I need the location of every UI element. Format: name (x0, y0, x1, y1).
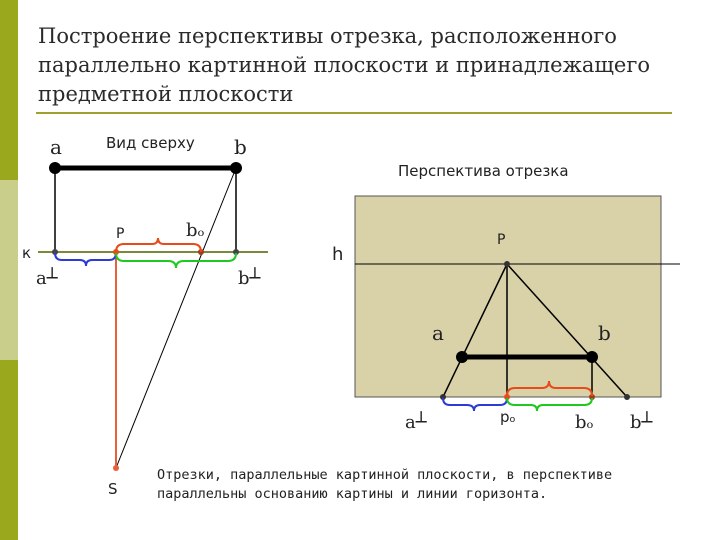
label-p-top: P (116, 226, 125, 242)
top-view (22, 134, 268, 498)
point-b-perp-persp (624, 394, 630, 400)
point-p-persp (504, 261, 510, 267)
point-s (113, 465, 119, 471)
label-a-top: a (50, 135, 62, 159)
footnote: Отрезки, параллельные картинной плоскости, в перспективе параллельны основанию картины и линии горизонта. (157, 467, 613, 502)
label-b-perp-top: b┴ (238, 268, 261, 289)
label-b-persp: b (598, 321, 611, 345)
visual-ray-sb (116, 168, 236, 468)
brace-green-persp (507, 398, 592, 411)
label-a-perp-persp: a┴ (405, 412, 427, 433)
perspective-view (332, 162, 680, 433)
label-k: к (22, 244, 32, 262)
slide-title: Построение перспективы отрезка, расположенного параллельно картинной плоскости и принадлежащего предметной плоскости (38, 24, 651, 106)
caption-perspective: Перспектива отрезка (398, 162, 569, 180)
point-a-persp (456, 351, 468, 363)
label-p0-persp: pₒ (500, 408, 516, 426)
picture-plane (355, 196, 661, 397)
label-s: S (108, 480, 118, 498)
label-b-top: b (234, 135, 247, 159)
label-a-persp: a (432, 321, 444, 345)
label-h: h (332, 244, 344, 265)
label-p-persp: P (497, 232, 506, 248)
caption-top-view: Вид сверху (106, 134, 195, 152)
label-b0-persp: bₒ (575, 412, 594, 433)
brace-green-top (116, 253, 236, 268)
label-a-perp-top: a┴ (36, 268, 58, 289)
label-b0-top: bₒ (186, 220, 205, 241)
brace-blue-top (55, 253, 116, 266)
point-b-persp (586, 351, 598, 363)
label-b-perp-persp: b┴ (630, 412, 653, 433)
brace-blue-persp (443, 398, 507, 411)
